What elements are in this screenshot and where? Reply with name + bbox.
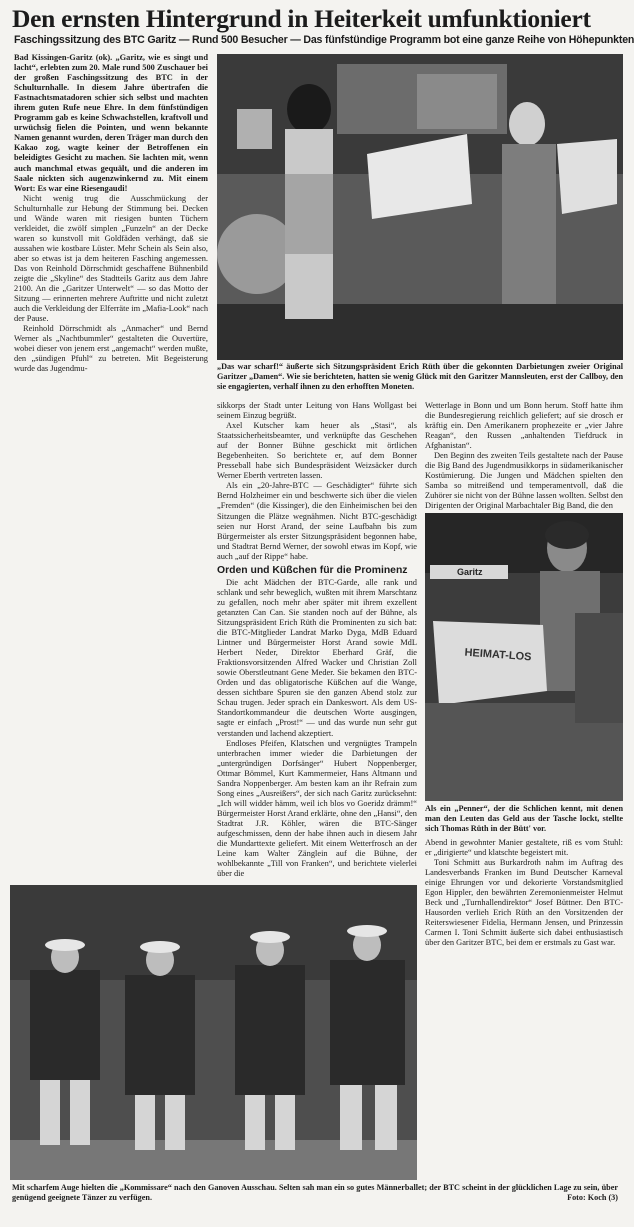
photo2-caption: Als ein „Penner“, der die Schlichen kennt, mit denen man den Leuten das Geld aus der Tasche lockt, stellte sich Thomas Rüth in der Bütt' vor. (425, 804, 623, 833)
photo3-caption (12, 1183, 618, 1217)
paragraph: Den Beginn des zweiten Teils gestaltete nach der Pause die Big Band des Jugendmusikkorps in südamerikanischer Kostümierung. Die Jungen und Mädchen spielten den Samba so mitreißend und temperamentvoll, daß die Zuhörer sie nicht von der Bühne lassen wollten. Selbst den Dirigenten der Original Marbachtaler Big Band, die den (425, 451, 623, 511)
article-column-3 (425, 401, 623, 511)
photo-kommissare-ballet (10, 885, 417, 1180)
photo-stage-performers (217, 54, 623, 360)
paragraph: Wetterlage in Bonn und um Bonn herum. Stoff hatte ihm die Bundesregierung reichlich geliefert; auf sie drosch er kräftig ein. Den Amerikanern prophezeite er „vier Jahre Reagan“, den Russen „anhaltenden Tiefdruck in Afghanistan“. (425, 401, 623, 451)
garitz-sign-arrow: Garitz (457, 567, 483, 577)
paragraph: Toni Schmitt aus Burkardroth nahm im Auftrag des Landesverbands Franken im Bund Deutscher Karneval einige Ehrungen vor und dekorierte Vorstandsmitglied Egon Hippler, den bewährten Zeremonienmeister Helmut Beck und „Turnhallendirektor“ Josef Büttner. Den BTC-Hausorden verlieh Erich Rüth an den Vorsitzenden der Reiterswiesener Fidelia, Hermann Jensen, und Prinzessin Carmen I. Toni Schmitt äußerte sich dabei enthusiastisch über den Garitzer BTC, bei dem er erstmals zu Gast war. (425, 858, 623, 948)
subheading: Orden und Küßchen für die Prominenz (217, 564, 408, 576)
paragraph: Die acht Mädchen der BTC-Garde, alle rank und schlank und sehr beweglich, wußten mit ihrem Marschtanz zu gefallen, noch mehr aber später mit ihrem exzellent getanzten Can Can. Sie standen noch auf der Bühne, als Sitzungspräsident Erich Rüth die Prominenten zu sich bat: die BTC-Mitglieder Landrat Marko Dyga, MdB Eduard Lintner und Bürgermeister Horst Arand sowie MdL Herbert Neder, Direktor Eberhard Gräf, die Fraktionsvorsitzenden Alfred Wacker und Christian Zoll sowie Oberstleutnant Gene Meder. Sie bekamen den BTC-Orden und das obligatorische Küßchen auf die Wange, dessen sichtbare Spuren sie den ganzen Abend stolz zur Schau trugen. Jeder sprach ein Dankeswort. Als dem US-Standortkommandeur die deutschen Worte ausgingen, sagte er einfach „Prost!“ — und das wurde nun sehr gut verstanden und lachend akzeptiert. (217, 577, 417, 738)
divider (14, 396, 208, 397)
photo1-caption: „Das war scharf!“ äußerte sich Sitzungspräsident Erich Rüth über die gekonnten Darbietungen zweier Original Garitzer „Damen“. Wie sie berichteten, hatten sie wenig Glück mit den Garitzer Mannsleuten, erst der Callboy, den sie engagierten, verhalf ihnen zu den erhofften Moneten. (217, 362, 623, 391)
article-column-2 (217, 401, 417, 897)
paragraph: Als ein „20-Jahre-BTC — Geschädigter“ führte sich Bernd Holzheimer ein und beschwerte sich über die vielen „Fremden“ (die Kissinger), die den Einheimischen bei den Sitzungen die Plätze wegnähmen. Nicht BTC-geschädigt seien nur Horst Arand, der seine Laufbahn bis zum Bürgermeister als erster Sitzungspräsident begonnen habe, und Stadtrat Bernd Werner, der sowohl etwas im Kopf, wie auch „auf der Rippe“ habe. (217, 481, 417, 561)
photo3-caption-text: Mit scharfem Auge hielten die „Kommissare“ nach den Ganoven Ausschau. Selten sah man ein so gutes Männerballet; der BTC scheint in der glücklichen Lage zu sein, über genügend geeignete Tänzer zu verfügen. (12, 1183, 618, 1202)
paragraph: sikkorps der Stadt unter Leitung von Hans Wollgast bei seinem Einzug begrüßt. (217, 401, 417, 421)
photo-penner-speaker (425, 513, 623, 801)
photo-credit: Foto: Koch (3) (567, 1193, 618, 1202)
paragraph: Abend in gewohnter Manier gestaltete, riß es vom Stuhl: er „dirigierte“ und klatschte begeistert mit. (425, 838, 623, 858)
article-column-1 (14, 53, 209, 374)
subheadline: Faschingssitzung des BTC Garitz — Rund 500 Besucher — Das fünfstündige Programm bot eine ganze Reihe von Höhepunkten (14, 34, 634, 46)
paragraph: Endloses Pfeifen, Klatschen und vergnügtes Trampeln unterbrachen immer wieder die Darbietungen der „untergründigen Dorfsänger“ Hubert Noppenberger, Ottmar Bömmel, Kurt Kammermeier, Hans Altmann und Sandra Noppenberger. Am besten kam an ihr Refrain zum Song eines „Ausreißers“, der sich nach Garitz zurücksehnt: „Ich will widder hämm, weil ich blos vo Goeridz drämm!“ Bürgermeister Horst Arand erklärte, ohne den „Hansi“, den Stadtrat J.R. Köhler, wären die BTC-Sänger aufgeschmissen, denn der habe ihnen auch in diesem Jahr die Mundarttexte geliefert. Mit einem Wetterfrosch an der Leine kam Walter Zänglein auf die Bühne, der wohlbekannte „Till von Franken“, und berichtete vielerlei über die (217, 738, 417, 879)
heimat-los-sign: HEIMAT-LOS (464, 646, 532, 664)
paragraph: Reinhold Dörrschmidt als „Anmacher“ und Bernd Werner als „Nachtbummler“ gestalteten die Ouvertüre, wobei dieser von jenem erst „angemacht“ werden mußte, den „sündigen Pfuhl“ zu betreten. Mit Begeisterung wurde das Jugendmu- (14, 324, 208, 374)
article-column-3-continued (425, 838, 623, 948)
headline: Den ernsten Hintergrund in Heiterkeit umfunktioniert (12, 4, 591, 33)
paragraph: Axel Kutscher kam heuer als „Stasi“, als Staatssicherheitsbeamter, und verknüpfte das Geschehen auf der Bonner Bühne geschickt mit örtlichen Begebenheiten. So berichtete er, auf dem Bonner Presseball habe sich Bundespräsident Weizsäcker durch Werner Eberth vertreten lassen. (217, 421, 417, 481)
lead-paragraph: Bad Kissingen-Garitz (ok). „Garitz, wie es singt und lacht“, erlebten zum 20. Male rund 500 Zuschauer bei der großen Faschingssitzung des BTC in der Schulturnhalle. In diesem Jahre übertrafen die Fastnachtsmatadoren schier sich selbst und machten ihrem guten Rufe neue Ehre. In dem fünfstündigen Programm gab es keine Schwachstellen, kraftvoll und urwüchsig fielen die Pointen, und wenn bekannte Namen genannt wurden, deren Träger man durch den Kakao zog, wagte keiner der Betroffenen ein beleidigtes Gesicht zu machen. Sie lachten mit, wenn auch manchmal etwas gequält, und die anderen im Saale nickten sich augenzwinkernd zu. Mit einem Wort: Es war eine Riesengaudi! (14, 53, 208, 193)
paragraph: Nicht wenig trug die Ausschmückung der Schulturnhalle zur Hebung der Stimmung bei. Decken und Wände waren mit riesigen bunten Tüchern verkleidet, die zwölf simplen „Funzeln“ an der Decke waren so kunstvoll mit Goldfäden verhängt, daß sie aussahen wie kostbare Lüster. Mehr Schein als Sein also, aber so etwas ist ja dem heiteren Fasching angemessen. Das von Reinhold Dörrschmidt geschaffene Bühnenbild zeigte die „Skyline“ des Stadtteils Garitz aus dem Jahre 2100. An die „Garitzer Unterwelt“ — so das Motto der Sitzung — erinnerten mehrere Auftritte und nicht zuletzt auch die Verkleidung der Elferräte im „Mafia-Look“ nach der Pause. (14, 193, 209, 324)
